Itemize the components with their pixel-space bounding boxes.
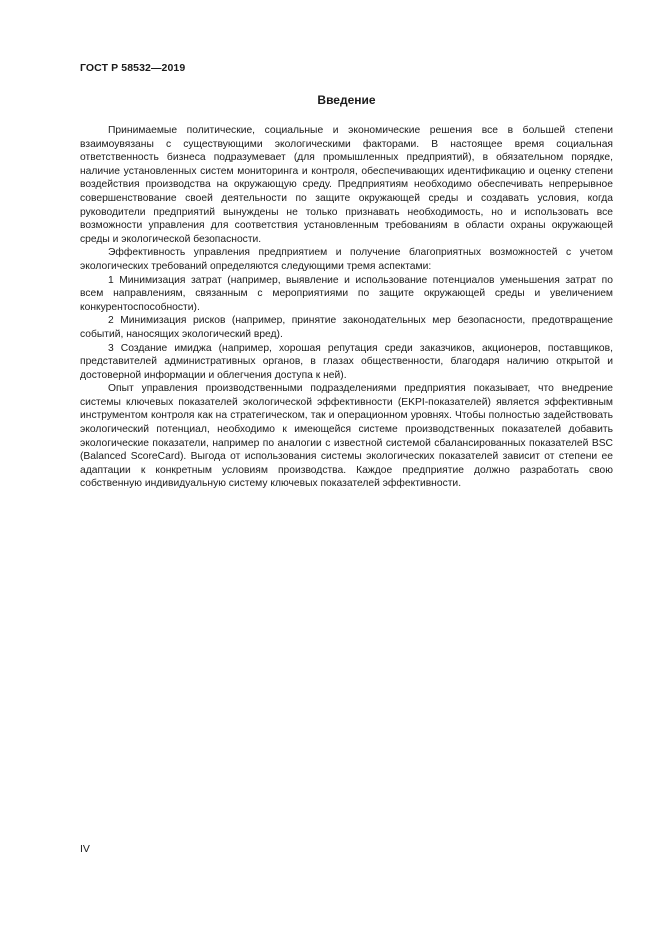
- paragraph-intro: Принимаемые политические, социальные и экономические решения все в большей степени взаимоувязаны с существующими экологическими факторами. В настоящее время социальная ответственность бизнеса подразумевает (для промышленных предприятий), в обязательном порядке, наличие установленных систем мониторинга и контроля, обеспечивающих идентификацию и оценку степени воздействия производства на окружающую среду. Предприятиям необходимо обеспечивать непрерывное совершенствование своей деятельности по защите окружающей среды и создавать условия, когда руководители предприятий вынуждены не только признавать необходимость, но и использовать все возможности управления для соответствия установленным требованиям в области охраны окружающей среды и экологической безопасности.: [80, 125, 613, 245]
- paragraph-aspect-image: 3 Создание имиджа (например, хорошая репутация среди заказчиков, акционеров, поставщиков, представителей административных органов, в глазах общественности, благодаря наличию открытой и достоверной информации и облегчения доступа к ней).: [80, 342, 613, 381]
- paragraph-aspect-cost: 1 Минимизация затрат (например, выявление и использование потенциалов уменьшения затрат по всем направлениям, связанным с мероприятиями по защите окружающей среды и увеличением конкурентоспособности).: [80, 274, 613, 313]
- standard-identifier: ГОСТ Р 58532—2019: [80, 62, 186, 74]
- paragraph-aspects-lead: Эффективность управления предприятием и получение благоприятных возможностей с учетом экологических требований определяются следующими тремя аспектами:: [80, 247, 613, 272]
- paragraph-ekpi: Опыт управления производственными подразделениями предприятия показывает, что внедрение системы ключевых показателей экологической эффективности (EKPI-показателей) является эффективным инструментом контроля как на стратегическом, так и операционном уровнях. Чтобы полностью задействовать экологический потенциал, необходимо к имеющейся системе производственных показателей добавить экологические показатели, например по аналогии с известной системой сбалансированных показателей BSC (Balanced ScoreCard). Выгода от использования системы экологических показателей зависит от степени ее адаптации к конкретным условиям производства. Каждое предприятие должно разработать свою собственную индивидуальную систему ключевых показателей эффективности.: [80, 383, 613, 490]
- page-number: IV: [80, 843, 90, 855]
- section-title: Введение: [317, 93, 376, 107]
- paragraph-aspect-risk: 2 Минимизация рисков (например, принятие законодательных мер безопасности, предотвращение событий, наносящих экологический вред).: [80, 315, 613, 340]
- introduction-body: [80, 124, 613, 491]
